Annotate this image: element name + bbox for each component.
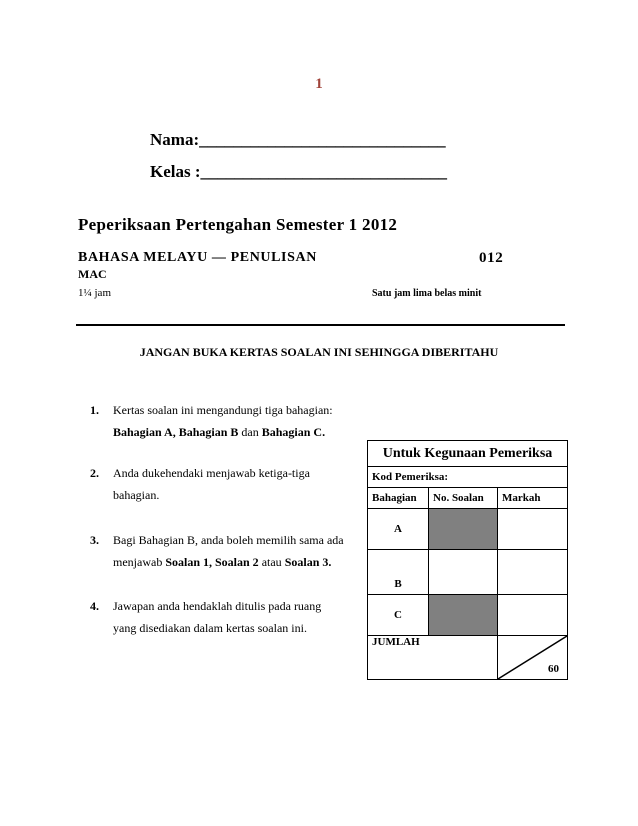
instruction-number: 2.: [90, 466, 99, 480]
total-marks: 60: [548, 663, 559, 675]
duration-words: Satu jam lima belas minit: [372, 288, 482, 299]
instruction-line: [113, 421, 373, 443]
instruction-bold: Bahagian A, Bahagian B: [113, 425, 239, 439]
class-field: Kelas :_____________________________: [150, 162, 448, 181]
instruction-line: Jawapan anda hendaklah ditulis pada ruang: [113, 599, 322, 613]
instruction-bold: Bahagian C.: [261, 425, 326, 439]
instruction-item: [113, 399, 373, 443]
instruction-text: dan: [238, 425, 262, 439]
section-label: B: [368, 550, 429, 595]
column-header-section: Bahagian: [368, 488, 429, 509]
table-row: [368, 595, 568, 636]
instruction-text: menjawab: [113, 555, 166, 569]
marks-cell: [498, 550, 568, 595]
section-label: C: [368, 595, 429, 636]
instruction-line: Bagi Bahagian B, anda boleh memilih sama ada: [113, 533, 344, 547]
instruction-item: [113, 595, 373, 639]
instruction-text: atau: [258, 555, 285, 569]
examiner-code-field: Kod Pemeriksa:: [368, 467, 568, 488]
warning-text: JANGAN BUKA KERTAS SOALAN INI SEHINGGA DIBERITAHU: [139, 345, 499, 359]
total-label: JUMLAH: [368, 636, 498, 680]
question-cell: [429, 550, 498, 595]
column-header-question: No. Soalan: [429, 488, 498, 509]
instruction-number: 4.: [90, 599, 99, 613]
instruction-line: yang disediakan dalam kertas soalan ini.: [113, 621, 307, 635]
instruction-line: [113, 551, 383, 573]
marks-cell: [498, 509, 568, 550]
name-field: Nama:_____________________________: [150, 130, 446, 149]
instruction-line: Anda dukehendaki menjawab ketiga-tiga: [113, 466, 310, 480]
instruction-line: Kertas soalan ini mengandungi tiga bahagian:: [113, 403, 333, 417]
instruction-line: bahagian.: [113, 488, 160, 502]
table-row: [368, 509, 568, 550]
question-cell-shaded: [429, 509, 498, 550]
examiner-table-header: Untuk Kegunaan Pemeriksa: [368, 441, 568, 467]
instruction-bold: Soalan 1, Soalan 2: [165, 555, 259, 569]
section-label: A: [368, 509, 429, 550]
instruction-item: [113, 529, 383, 573]
instruction-bold: Soalan 3.: [284, 555, 332, 569]
marks-cell: [498, 595, 568, 636]
column-header-marks: Markah: [498, 488, 568, 509]
question-cell-shaded: [429, 595, 498, 636]
subject-title: BAHASA MELAYU — PENULISAN: [78, 250, 317, 265]
instruction-number: 1.: [90, 403, 99, 417]
duration: 1¼ jam: [78, 287, 111, 299]
page-number: 1: [315, 76, 323, 92]
exam-title: Peperiksaan Pertengahan Semester 1 2012: [78, 215, 398, 234]
exam-month: MAC: [78, 267, 107, 281]
instruction-item: [113, 462, 373, 506]
table-row: [368, 550, 568, 595]
total-marks-cell: [498, 636, 568, 680]
divider-line: [76, 324, 565, 326]
paper-code: 012: [479, 250, 504, 266]
examiner-table: [367, 440, 568, 680]
instruction-number: 3.: [90, 533, 99, 547]
